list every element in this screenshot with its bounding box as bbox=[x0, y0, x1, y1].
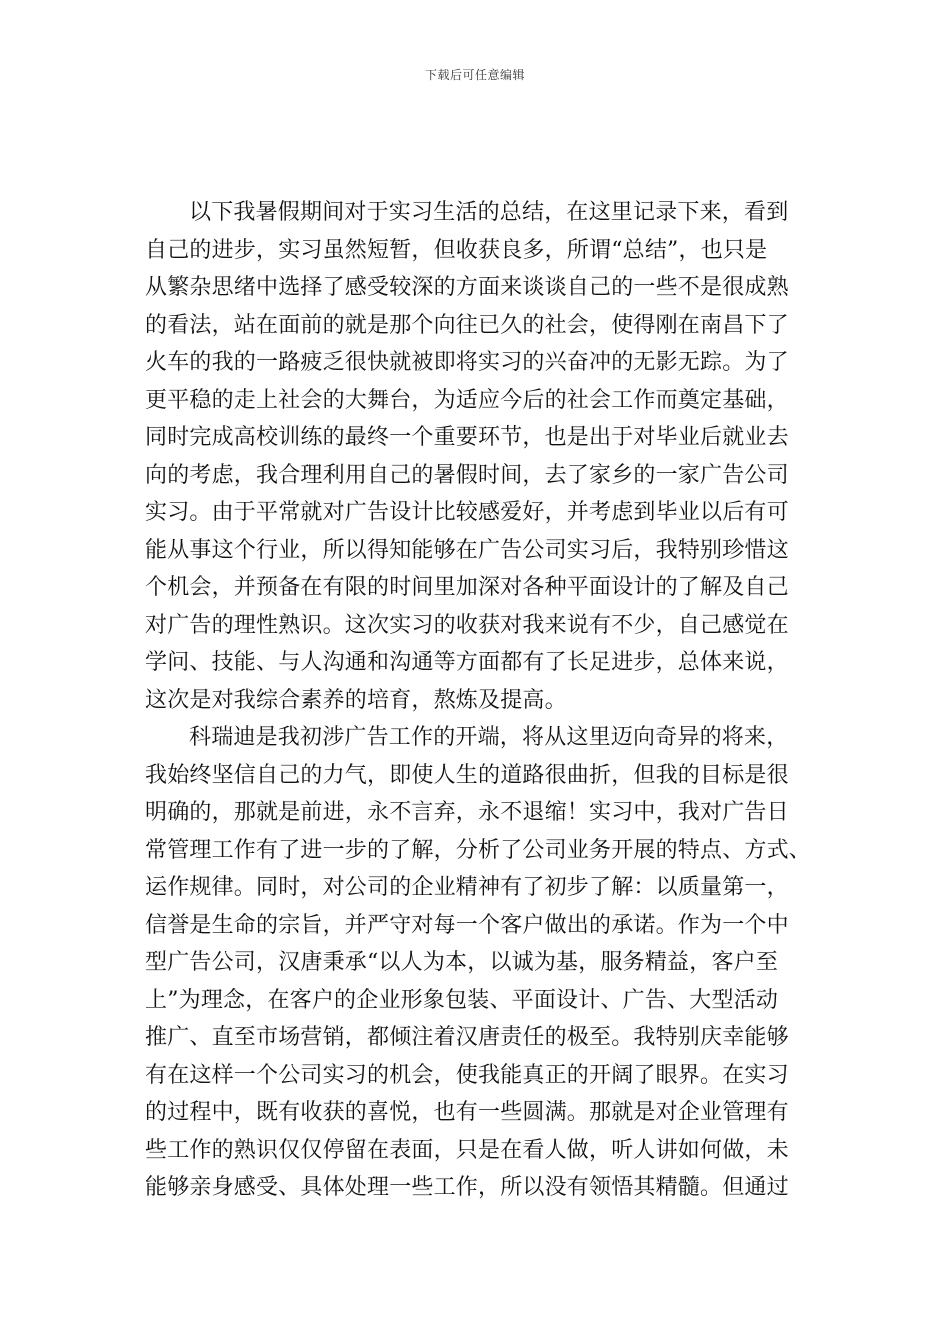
text-line: 的过程中，既有收获的喜悦，也有一些圆满。那就是对企业管理有 bbox=[145, 1100, 789, 1125]
text-line: 的看法，站在面前的就是那个向往已久的社会，使得刚在南昌下了 bbox=[145, 312, 789, 338]
text-line: 我始终坚信自己的力气，即使人生的道路很曲折，但我的目标是很 bbox=[145, 762, 789, 788]
text-line: 有在这样一个公司实习的机会，使我能真正的开阔了眼界。在实习 bbox=[145, 1062, 789, 1088]
paragraph bbox=[145, 194, 805, 719]
text-line: 能够亲身感受、具体处理一些工作，所以没有领悟其精髓。但通过 bbox=[145, 1175, 789, 1200]
text-line: 能从事这个行业，所以得知能够在广告公司实习后，我特别珍惜这 bbox=[145, 537, 789, 563]
text-line: 推广、直至市场营销，都倾注着汉唐责任的极至。我特别庆幸能够 bbox=[145, 1025, 789, 1050]
text-line: 以下我暑假期间对于实习生活的总结，在这里记录下来，看到 bbox=[189, 200, 789, 225]
text-line: 火车的我的一路疲乏很快就被即将实习的兴奋冲的无影无踪。为了 bbox=[145, 350, 789, 375]
text-line: 些工作的熟识仅仅停留在表面，只是在看人做，听人讲如何做，未 bbox=[145, 1137, 789, 1163]
text-line: 上”为理念，在客户的企业形象包装、平面设计、广告、大型活动 bbox=[145, 987, 779, 1013]
text-line: 自己的进步，实习虽然短暂，但收获良多，所谓“总结”，也只是 bbox=[145, 237, 768, 263]
text-line: 更平稳的走上社会的大舞台，为适应今后的社会工作而奠定基础， bbox=[145, 387, 789, 413]
paragraph bbox=[145, 719, 812, 1207]
text-line: 信誉是生命的宗旨，并严守对每一个客户做出的承诺。作为一个中 bbox=[145, 912, 789, 938]
text-line: 实习。由于平常就对广告设计比较感爱好，并考虑到毕业以后有可 bbox=[145, 500, 789, 525]
text-line: 这次是对我综合素养的培育，熬炼及提高。 bbox=[145, 687, 567, 713]
text-line: 从繁杂思绪中选择了感受较深的方面来谈谈自己的一些不是很成熟 bbox=[145, 275, 789, 300]
text-line: 学问、技能、与人沟通和沟通等方面都有了长足进步，总体来说， bbox=[145, 650, 789, 675]
text-line: 同时完成高校训练的最终一个重要环节，也是出于对毕业后就业去 bbox=[145, 425, 789, 450]
document-body bbox=[145, 194, 812, 1207]
text-line: 常管理工作有了进一步的了解，分析了公司业务开展的特点、方式、 bbox=[145, 837, 812, 863]
text-line: 运作规律。同时，对公司的企业精神有了初步了解：以质量第一， bbox=[145, 875, 789, 900]
text-line: 型广告公司，汉唐秉承“以人为本，以诚为基，服务精益，客户至 bbox=[145, 950, 779, 975]
text-line: 个机会，并预备在有限的时间里加深对各种平面设计的了解及自己 bbox=[145, 575, 789, 600]
text-line: 向的考虑，我合理利用自己的暑假时间，去了家乡的一家广告公司 bbox=[145, 462, 789, 488]
text-line: 对广告的理性熟识。这次实习的收获对我来说有不少，自己感觉在 bbox=[145, 612, 789, 638]
text-line: 科瑞迪是我初涉广告工作的开端，将从这里迈向奇异的将来， bbox=[189, 725, 789, 750]
page-header: 下载后可任意编辑 bbox=[424, 68, 525, 82]
text-line: 明确的，那就是前进，永不言弃，永不退缩！实习中，我对广告日 bbox=[145, 800, 789, 825]
